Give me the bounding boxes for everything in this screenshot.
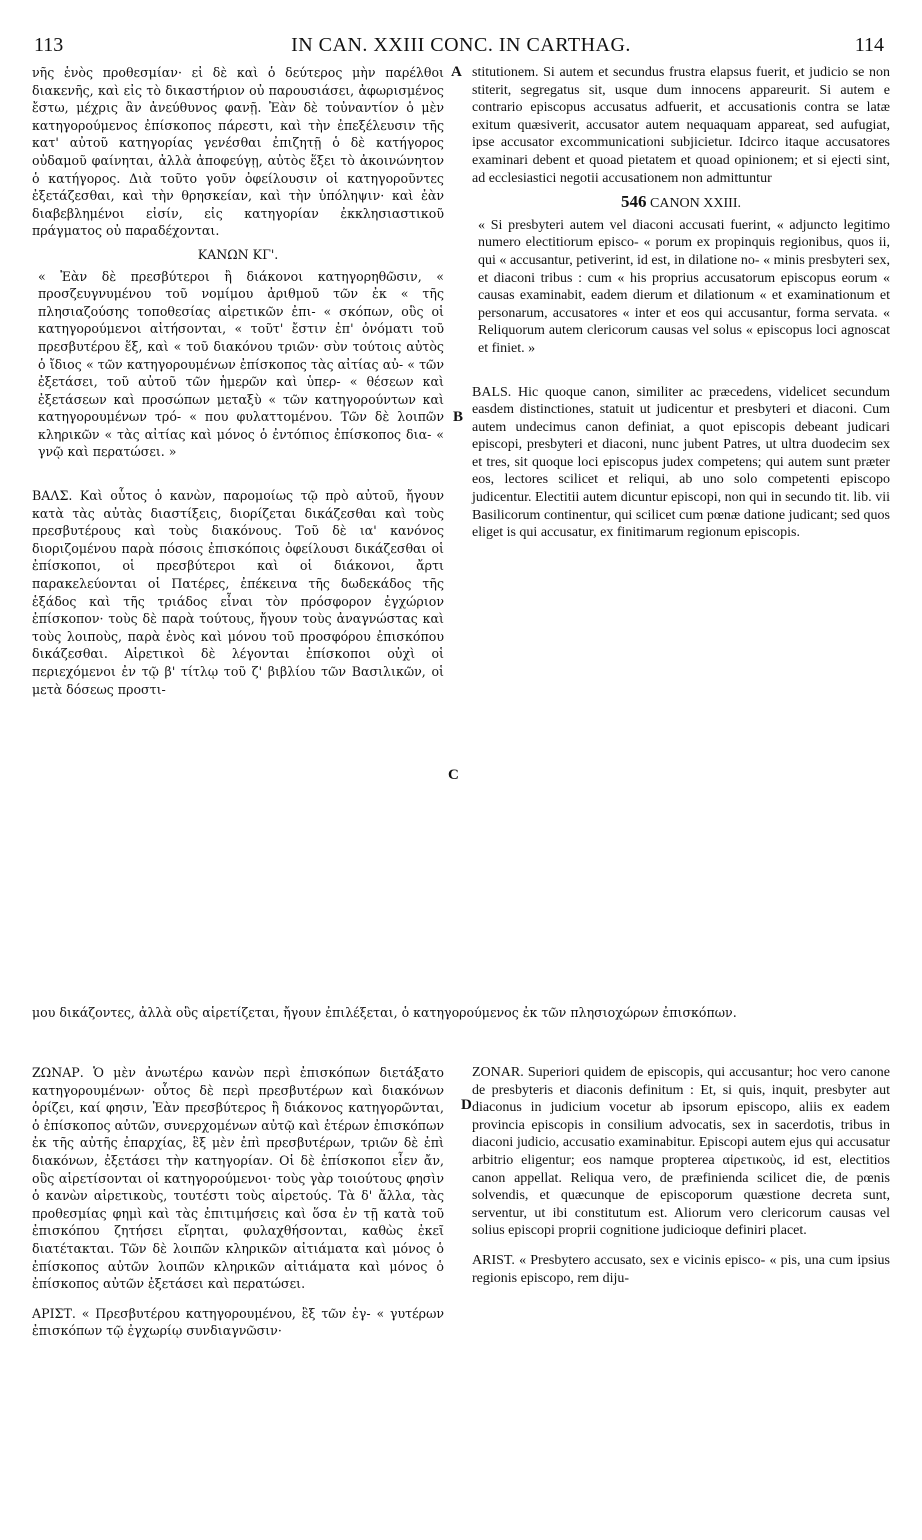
page-number-right: 114 <box>854 34 884 56</box>
greek-column <box>32 64 444 698</box>
latin-aristenus-label: ARIST. <box>472 1252 515 1268</box>
greek-canon-title: ΚΑΝΩΝ ΚΓ'. <box>197 246 279 262</box>
latin-aristenus-text: « Presbytero accusato, sex e vicinis episco- « pis, una cum ipsius regionis episcopo, rem diju- <box>472 1252 890 1286</box>
greek-aristenus-label: ΑΡΙΣΤ. <box>32 1305 76 1321</box>
greek-zonaras <box>32 1064 444 1293</box>
greek-balsamon <box>32 487 444 698</box>
greek-spanning-line: μου δικάζοντες, ἀλλὰ οὓς αἱρετίζεται, ἤγουν ἐπιλέξεται, ὁ κατηγορούμενος ἐκ τῶν πλησιοχώρων ἐπισκόπων. <box>32 1005 737 1020</box>
latin-column-lower <box>472 1064 890 1287</box>
latin-zonaras-label: ZONAR. <box>472 1065 524 1080</box>
latin-balsamon-text: Hic quoque canon, similiter ac præcedens, videlicet secundum easdem distinctiones, statuit ut judicentur et presbyteri et diaconi. Cum autem undecimus canon definiat, a quot episcopis debeant judicari episcopi, presbyteri et diaconi, nunc jubent Patres, ut ultra duodecim sex et tres, sit quoque loci episcopus judex competens; qui autem sunt præter eos, lectores scilicet et reliqui, ab uno solo competenti episcopo judicentur. Electitii autem dicuntur episcopi, non qui in secundo tit. lib. vii Basilicorum continentur, qui scilicet cum pœnæ datione judicant; sed quos eliget is qui accusatur, ex finitimarum regionum episcopis. <box>472 384 890 541</box>
greek-zonaras-text: Ὁ μὲν ἀνωτέρω κανὼν περὶ ἐπισκόπων διετάξατο κατηγορουμένων· οὗτος δὲ περὶ πρεσβυτέρων καὶ διακόνων ὁρίζει, καί φησιν, Ἐὰν πρεσβύτερος ἢ διάκονος κατηγορῶνται, ὁ ἐπίσκοπος αὐτῶν, συνερχομένων αὐτῷ καὶ ἑτέρων ἐπισκόπων ἐκ τῆς αὐτῆς ἐπαρχίας, ἓξ μὲν ἐπὶ πρεσβυτέρων, τριῶν δὲ ἐπὶ διακόνων, ἐξετάσει τὴν κατηγορίαν. Οἱ δὲ ἐπίσκοποι εἶεν ἄν, οὓς αἱρετίσονται οἱ κατηγορούμενοι· τοὺς γὰρ τοιούτους φησὶν ὁ κανὼν αἱρετικοὺς, τουτέστι τοὺς αἱρετούς. Τὰ δ' ἄλλα, τὰς προθεσμίας φημὶ καὶ τὰς ἐπιτιμήσεις καὶ ὅσα ἐν τῇ κατὰ τοῦ ἐπισκόπου ζητήσει εἴρηται, φυλαχθήσονται, καθὼς ἐκεῖ διατέτακται. Τῶν δὲ λοιπῶν κληρικῶν αἰτιάματα καὶ μόνος ὁ ἐπίσκοπος αὐτῶν λοιπῶν κληρικῶν αἰτιάματα καὶ μόνος ὁ ἐπίσκοπος αὐτῶν ἐξετάσει καὶ περατώσει. <box>32 1065 444 1292</box>
greek-zonaras-label: ΖΩΝΑΡ. <box>32 1065 84 1080</box>
latin-balsamon <box>472 384 890 542</box>
margin-letter-c: C <box>448 767 459 783</box>
latin-column <box>472 64 890 542</box>
latin-zonaras <box>472 1064 890 1240</box>
greek-canon-text: « Ἐὰν δὲ πρεσβύτεροι ἢ διάκονοι κατηγορηθῶσιν, « προσζευγνυμένου τοῦ νομίμου ἀριθμοῦ τῶν ἐκ « τῆς πλησιαζούσης τοποθεσίας αἱρετικῶν ἐπι- « σκόπων, οὓς οἱ κατηγορούμενοι αἰτήσονται, « τοῦτ' ἔστιν ἐπ' ὀνόματι τοῦ πρεσβυτέρου ἕξ, καὶ « τοῦ διακόνου τριῶν· σὺν τούτοις αὐτὸς ὁ ἴδιος « τῶν κατηγορουμένων ἐπίσκοπος τὰς αἰτίας αὐ- « τῶν ἐξετάσει, τοῦ αὐτοῦ τῶν ἡμερῶν καὶ ὑπερ- « θέσεων καὶ ἐξετάσεων καὶ προσώπων μεταξὺ « τῶν κατηγορούντων καὶ κατηγορουμένων τρό- « που φυλαττομένου. Τῶν δὲ λοιπῶν κληρικῶν « τὰς αἰτίας καὶ μόνος ὁ ἐντόπιος ἐπίσκοπος δια- « γνῷ καὶ περατώσει. » <box>38 268 444 460</box>
latin-canon-number: 546 <box>621 192 647 212</box>
margin-letter-d: D <box>461 1097 472 1113</box>
greek-column-lower <box>32 1064 444 1340</box>
greek-intro: νῆς ἑνὸς προθεσμίαν· εἰ δὲ καὶ ὁ δεύτερος μὴν παρέλθοι διακενῆς, καὶ εἰς τὸ δικαστήριον οὐ παρουσιάσει, ἀφωρισμένος ἔστω, μέχρις ἂν ἀνεύθυνος φανῇ. Ἐὰν δὲ τοὐναντίον ὁ μὲν κατηγορούμενος ἐπίσκοπος πάρεστι, καὶ τὴν ἐπεξέλευσιν τῆς κατ' αὐτοῦ κατηγορίας γενέσθαι ἐπιζητῇ ὁ δὲ κατήγορος οὐδαμοῦ φαίνηται, ἀλλὰ ἀποφεύγῃ, αὐτὸς ἕξει τὸ ἀκοινώνητον ὁ κατήγορος. Διὰ τοῦτο γοῦν ὀφείλουσιν οἱ κατηγοροῦντες ἐξετάζεσθαι, καὶ τὴν θρησκείαν, καὶ τὴν ὑπόληψιν· καὶ ἐὰν διαβεβλημένοι εἰσίν, εἰς κατηγορίαν ἐκκλησιαστικοῦ πράγματος οὐ παραδέχονται. <box>32 65 444 239</box>
running-title: IN CAN. XXIII CONC. IN CARTHAG. <box>291 34 631 56</box>
greek-aristenus-text: « Πρεσβυτέρου κατηγορουμένου, ἓξ τῶν ἐγ- « γυτέρων ἐπισκόπων τῷ ἐγχωρίῳ συνδιαγνῶσιν· <box>32 1305 444 1339</box>
greek-balsamon-label: ΒΑΛΣ. <box>32 488 73 504</box>
latin-intro: stitutionem. Si autem et secundus frustra elapsus fuerit, et judicio se non stiterit, segregatus sit, usque dum innocens appareurit. Si autem e contrario episcopus accusatus adfuerit, et accusationis contra se latæ exitum quæsiverit, accusator autem nequaquam appareat, sed aufugiat, ipse accusator excommunicationi subjicietur. Idcirco itaque accusatores examinari debent et quoad pietatem et quoad opinionem; et si ejecti sint, ad ecclesiastici negotii accusationem non admittuntur <box>472 65 890 186</box>
latin-balsamon-label: BALS. <box>472 384 512 400</box>
latin-canon-text: « Si presbyteri autem vel diaconi accusati fuerint, « adjuncto legitimo numero electitiorum episco- « porum ex propinquis regionibus, quos ii, qui « accusantur, petiverint, id est, in dilatione no- « minis presbyteri sex, et diaconi tribus : cum « his proprius accusatorum episcopus eorum « causas examinabit, eadem dierum et dilationum « et examinationum et personarum, accusatores « inter et eos qui accusantur, forma servata. « Reliquorum autem clericorum causas vel solus « episcopus loci agnoscat et finiet. » <box>478 217 890 356</box>
page-header <box>0 28 922 58</box>
latin-canon-title: CANON XXIII. <box>650 196 741 212</box>
margin-letter-a: A <box>451 64 462 80</box>
latin-zonaras-text: Superiori quidem de episcopis, qui accusantur; hoc vero canone de presbyteris et diaconis definitum : Et, si quis, inquit, presbyter aut diaconus in judicium vocetur ab ipsorum episcopo, aliis ex eadem provincia episcopis in consilium advocatis, sex in sacerdotis, tribus in diaconi judicio, accusatio examinabitur. Episcopi autem ejus qui accusatur arbitrio eligentur; eos namque propterea αἱρετικοὺς, id est, electitios canon appellat. Reliqua vero, de præfinienda scilicet die, de pœnis solvendis, et quæcunque de episcoporum quæstione decreta sunt, serventur, ut ibi constitutum est. Aliorum vero clericorum causas vel solius episcopi proprii cognitione judicioque definiri placet. <box>472 1065 890 1239</box>
margin-letter-b: B <box>453 409 464 425</box>
greek-aristenus <box>32 1305 444 1340</box>
greek-balsamon-text: Καὶ οὗτος ὁ κανὼν, παρομοίως τῷ πρὸ αὐτοῦ, ἤγουν κατὰ τὰς αὐτὰς διαστίξεις, διορίζεται δικάζεσθαι καὶ τοὺς πρεσβυτέρους καὶ τοὺς διακόνους. Τοῦ δὲ ια' κανόνος διοριζομένου παρὰ πόσοις ἐπισκόποις ὀφείλουσι δικάζεσθαι οἱ ἐπίσκοποι, οἱ πρεσβύτεροι καὶ οἱ διάκονοι, ἄρτι παρακελεύονται οἱ Πατέρες, ἐπέκεινα τῆς δωδεκάδος τῆς ἑξάδος καὶ τῆς τριάδος εἶναι τὸν πρόσφορον ἐγχώριον ἐπίσκοπον· τοὺς δὲ παρὰ τούτους, ἤγουν τοὺς ἀναγνώστας καὶ τοὺς λοιποὺς, παρὰ ἑνὸς καὶ μόνου τοῦ προσφόρου ἐπισκόπου δικάζεσθαι. Αἱρετικοὶ δὲ λέγονται ἐπίσκοποι οὐχὶ οἱ περιεχόμενοι ἐν τῷ β' τίτλῳ τοῦ ζ' βιβλίου τῶν Βασιλικῶν, οἱ μετὰ δόσεως προστι- <box>32 488 444 697</box>
latin-aristenus <box>472 1252 890 1287</box>
latin-canon-heading <box>472 193 890 213</box>
page-number-left: 113 <box>34 34 64 56</box>
